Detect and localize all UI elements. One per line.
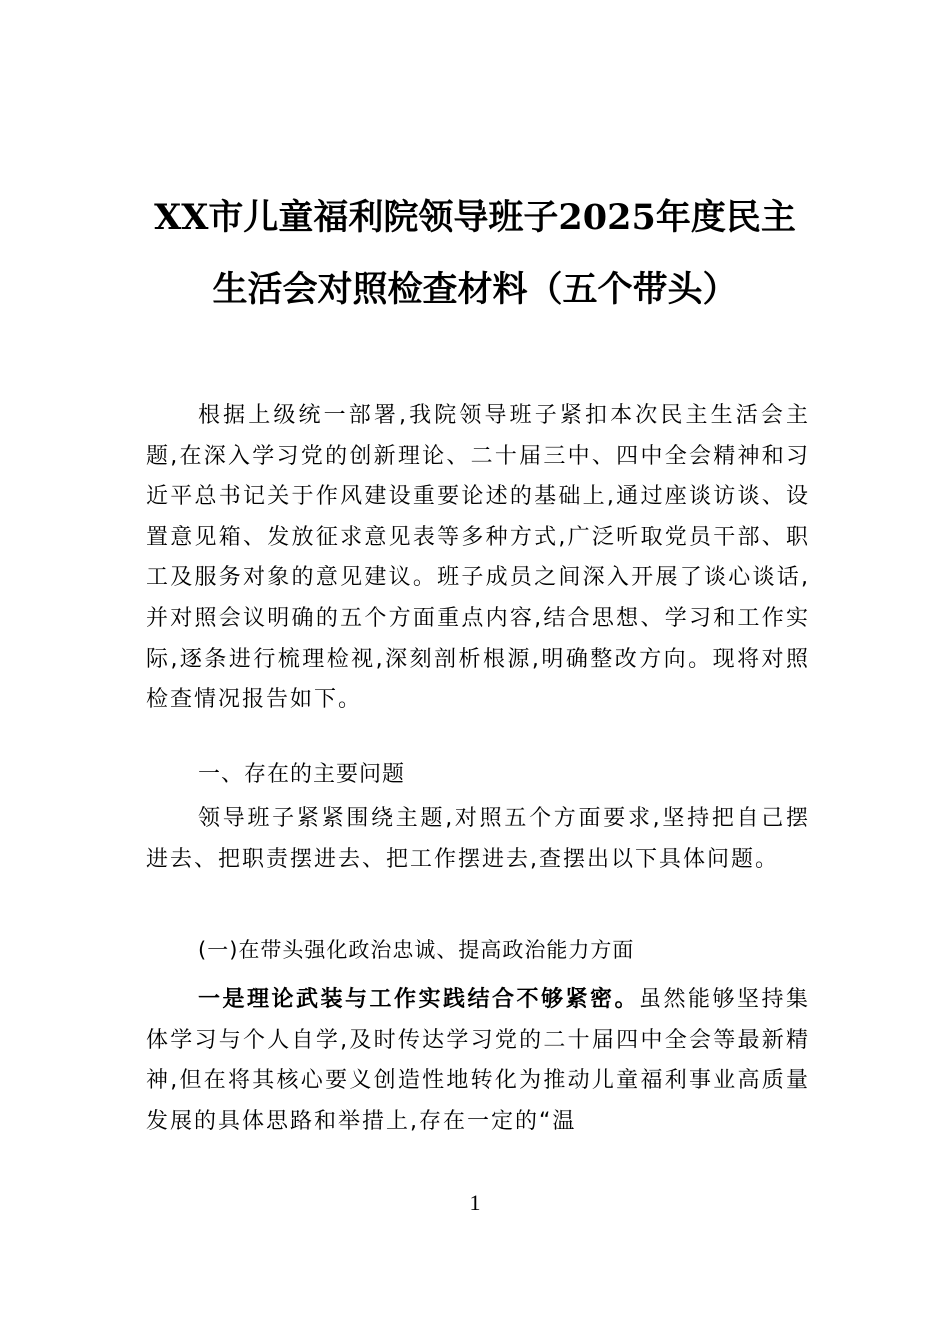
problem-paragraph-1-lead: 一是理论武装与工作实践结合不够紧密。: [198, 987, 639, 1012]
section-heading-1: 一、存在的主要问题: [198, 762, 406, 787]
section-intro-paragraph: 领导班子紧紧围绕主题,对照五个方面要求,坚持把自己摆进去、把职责摆进去、把工作摆进去,查摆出以下具体问题。: [146, 806, 810, 872]
problem-paragraph-1: [146, 980, 810, 1142]
problem-paragraph-1-body: 虽然能够坚持集体学习与个人自学,及时传达学习党的二十届四中全会等最新精神,但在将其核心要义创造性地转化为推动儿童福利事业高质量发展的具体思路和举措上,存在一定的“温: [146, 987, 810, 1134]
document-title-line2: 生活会对照检查材料（五个带头）: [212, 269, 738, 310]
subsection-heading-1: (一)在带头强化政治忠诚、提高政治能力方面: [198, 938, 635, 962]
intro-paragraph: 根据上级统一部署,我院领导班子紧扣本次民主生活会主题,在深入学习党的创新理论、二十届三中、四中全会精神和习近平总书记关于作风建设重要论述的基础上,通过座谈访谈、设置意见箱、发放征求意见表等多种方式,广泛听取党员干部、职工及服务对象的意见建议。班子成员之间深入开展了谈心谈话,并对照会议明确的五个方面重点内容,结合思想、学习和工作实际,逐条进行梳理检视,深刻剖析根源,明确整改方向。现将对照检查情况报告如下。: [146, 403, 810, 713]
document-title-line1: XX市儿童福利院领导班子2025年度民主: [154, 197, 796, 238]
page-number: 1: [469, 1190, 481, 1215]
